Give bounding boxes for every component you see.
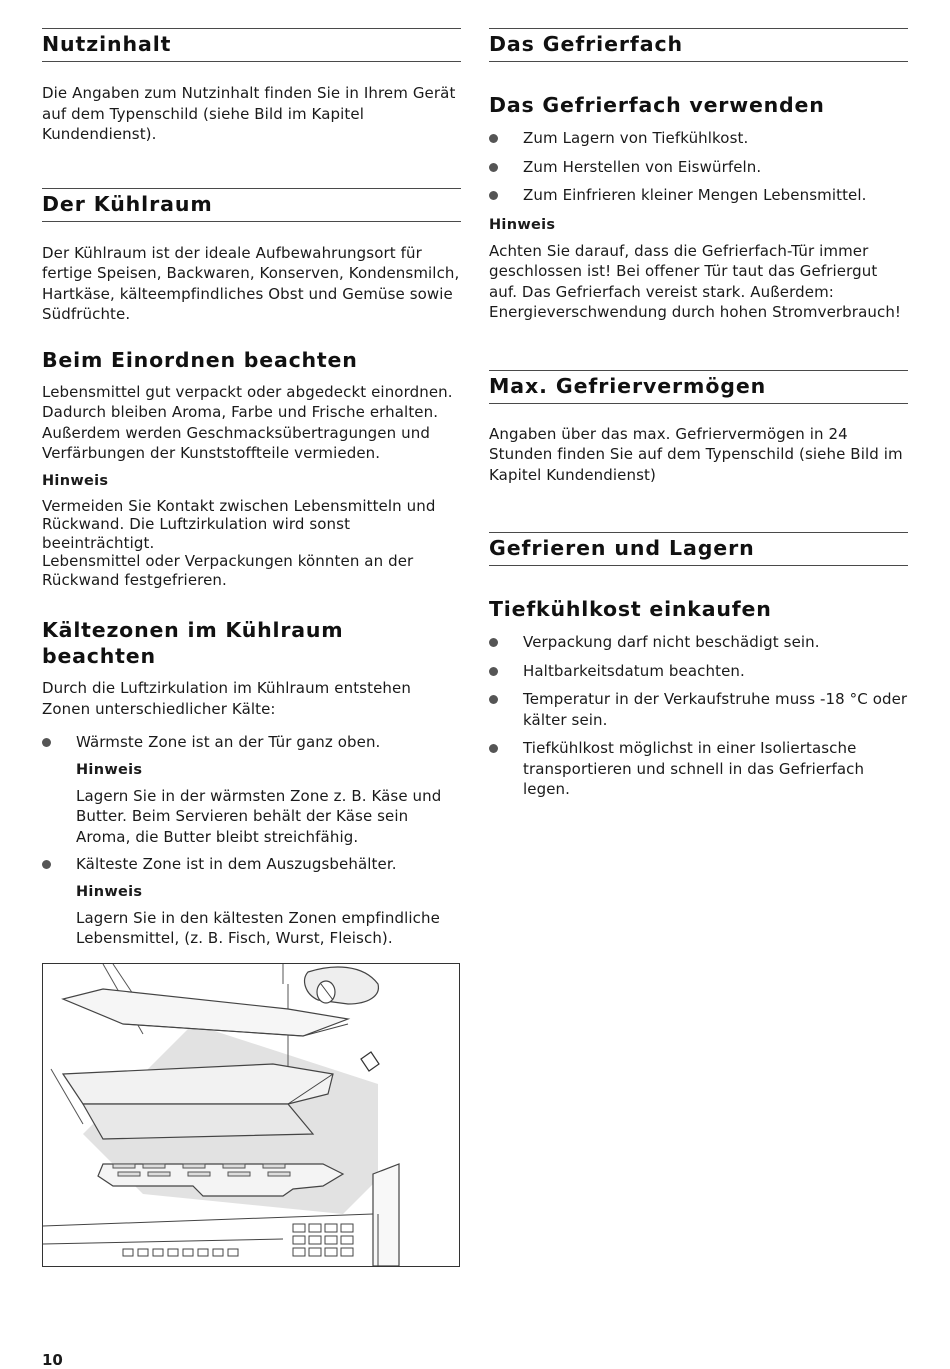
einordnen-hinweis-label: Hinweis — [42, 472, 109, 489]
gefrieren-list — [489, 632, 908, 800]
list-item — [489, 689, 908, 730]
page-number: 10 — [42, 1351, 63, 1369]
einordnen-hinweis-text-2: Lebensmittel oder Verpackungen könnten an der Rückwand festgefrieren. — [42, 552, 414, 589]
fridge-drawing — [43, 964, 459, 1266]
list-item-text: Zum Herstellen von Eiswürfeln. — [523, 157, 762, 176]
hinweis-label: Hinweis — [76, 883, 143, 900]
list-item-text: Tiefkühlkost möglichst in einer Isoliertasche transportieren und schnell in das Gefrierfach legen. — [523, 739, 865, 798]
gefrierfach-hinweis-text: Achten Sie darauf, dass die Gefrierfach-Tür immer geschlossen ist! Bei offener Tür taut das Gefriergut auf. Das Gefrierfach vereist stark. Außerdem: Energieverschwendung durch hohen Stromverbrauch! — [489, 241, 902, 321]
list-item-text: Zum Einfrieren kleiner Mengen Lebensmittel. — [523, 186, 867, 204]
subtitle-einordnen: Beim Einordnen beachten — [42, 347, 358, 372]
list-item — [489, 157, 908, 178]
list-item — [489, 128, 908, 149]
list-item-text: Haltbarkeitsdatum beachten. — [523, 661, 745, 680]
gefrierfach-hinweis-label: Hinweis — [489, 216, 556, 233]
section-title-nutzinhalt: Nutzinhalt — [42, 28, 461, 62]
subtitle-kaeltezonen: Kältezonen im Kühlraum beachten — [42, 618, 344, 668]
section-title-gefriervermoegen: Max. Gefriervermögen — [489, 370, 908, 404]
fridge-interior-illustration — [42, 963, 460, 1267]
list-item — [42, 732, 461, 847]
list-item-text: Verpackung darf nicht beschädigt sein. — [523, 633, 820, 651]
hinweis-label: Hinweis — [76, 761, 143, 778]
section-title-kuehlraum: Der Kühlraum — [42, 188, 461, 222]
section-title-gefrierfach: Das Gefrierfach — [489, 28, 908, 62]
hinweis-text: Lagern Sie in den kältesten Zonen empfindliche Lebensmittel, (z. B. Fisch, Wurst, Fleisch). — [76, 908, 440, 947]
list-item — [489, 661, 908, 682]
list-item-text: Wärmste Zone ist an der Tür ganz oben. — [76, 733, 381, 751]
hinweis-text: Lagern Sie in der wärmsten Zone z. B. Käse und Butter. Beim Servieren behält der Käse sein Aroma, die Butter bleibt streichfähig. — [76, 786, 442, 846]
einordnen-text: Lebensmittel gut verpackt oder abgedeckt einordnen. Dadurch bleiben Aroma, Farbe und Frische erhalten. Außerdem werden Geschmacksübertragungen und Verfärbungen der Kunststoffteile vermieden. — [42, 382, 453, 462]
kaeltezonen-list — [42, 732, 461, 949]
list-item — [42, 854, 461, 949]
list-item-text: Kälteste Zone ist in dem Auszugsbehälter. — [76, 855, 397, 873]
kuehlraum-text: Der Kühlraum ist der ideale Aufbewahrungsort für fertige Speisen, Backwaren, Konserven, Kondensmilch, Hartkäse, kälteempfindliches Obst und Gemüse sowie Südfrüchte. — [42, 243, 460, 323]
einordnen-hinweis-text-1: Vermeiden Sie Kontakt zwischen Lebensmitteln und Rückwand. Die Luftzirkulation wird sonst beeinträchtigt. — [42, 496, 436, 552]
gefrierfach-list — [489, 128, 908, 206]
right-column — [489, 28, 908, 800]
list-item — [489, 185, 908, 206]
list-item — [489, 738, 908, 800]
left-column — [42, 28, 461, 949]
list-item-text: Zum Lagern von Tiefkühlkost. — [523, 129, 749, 147]
kaeltezonen-intro: Durch die Luftzirkulation im Kühlraum entstehen Zonen unterschiedlicher Kälte: — [42, 679, 411, 718]
subtitle-gefrierfach-verwenden: Das Gefrierfach verwenden — [489, 93, 825, 117]
subtitle-tiefkuehlkost: Tiefkühlkost einkaufen — [489, 597, 772, 621]
nutzinhalt-text: Die Angaben zum Nutzinhalt finden Sie in Ihrem Gerät auf dem Typenschild (siehe Bild im Kapitel Kundendienst). — [42, 84, 456, 143]
gefriervermoegen-text: Angaben über das max. Gefriervermögen in 24 Stunden finden Sie auf dem Typenschild (siehe Bild im Kapitel Kundendienst) — [489, 424, 903, 484]
list-item — [489, 632, 908, 653]
list-item-text: Temperatur in der Verkaufstruhe muss -18 °C oder kälter sein. — [523, 690, 908, 729]
section-title-gefrieren: Gefrieren und Lagern — [489, 532, 908, 566]
